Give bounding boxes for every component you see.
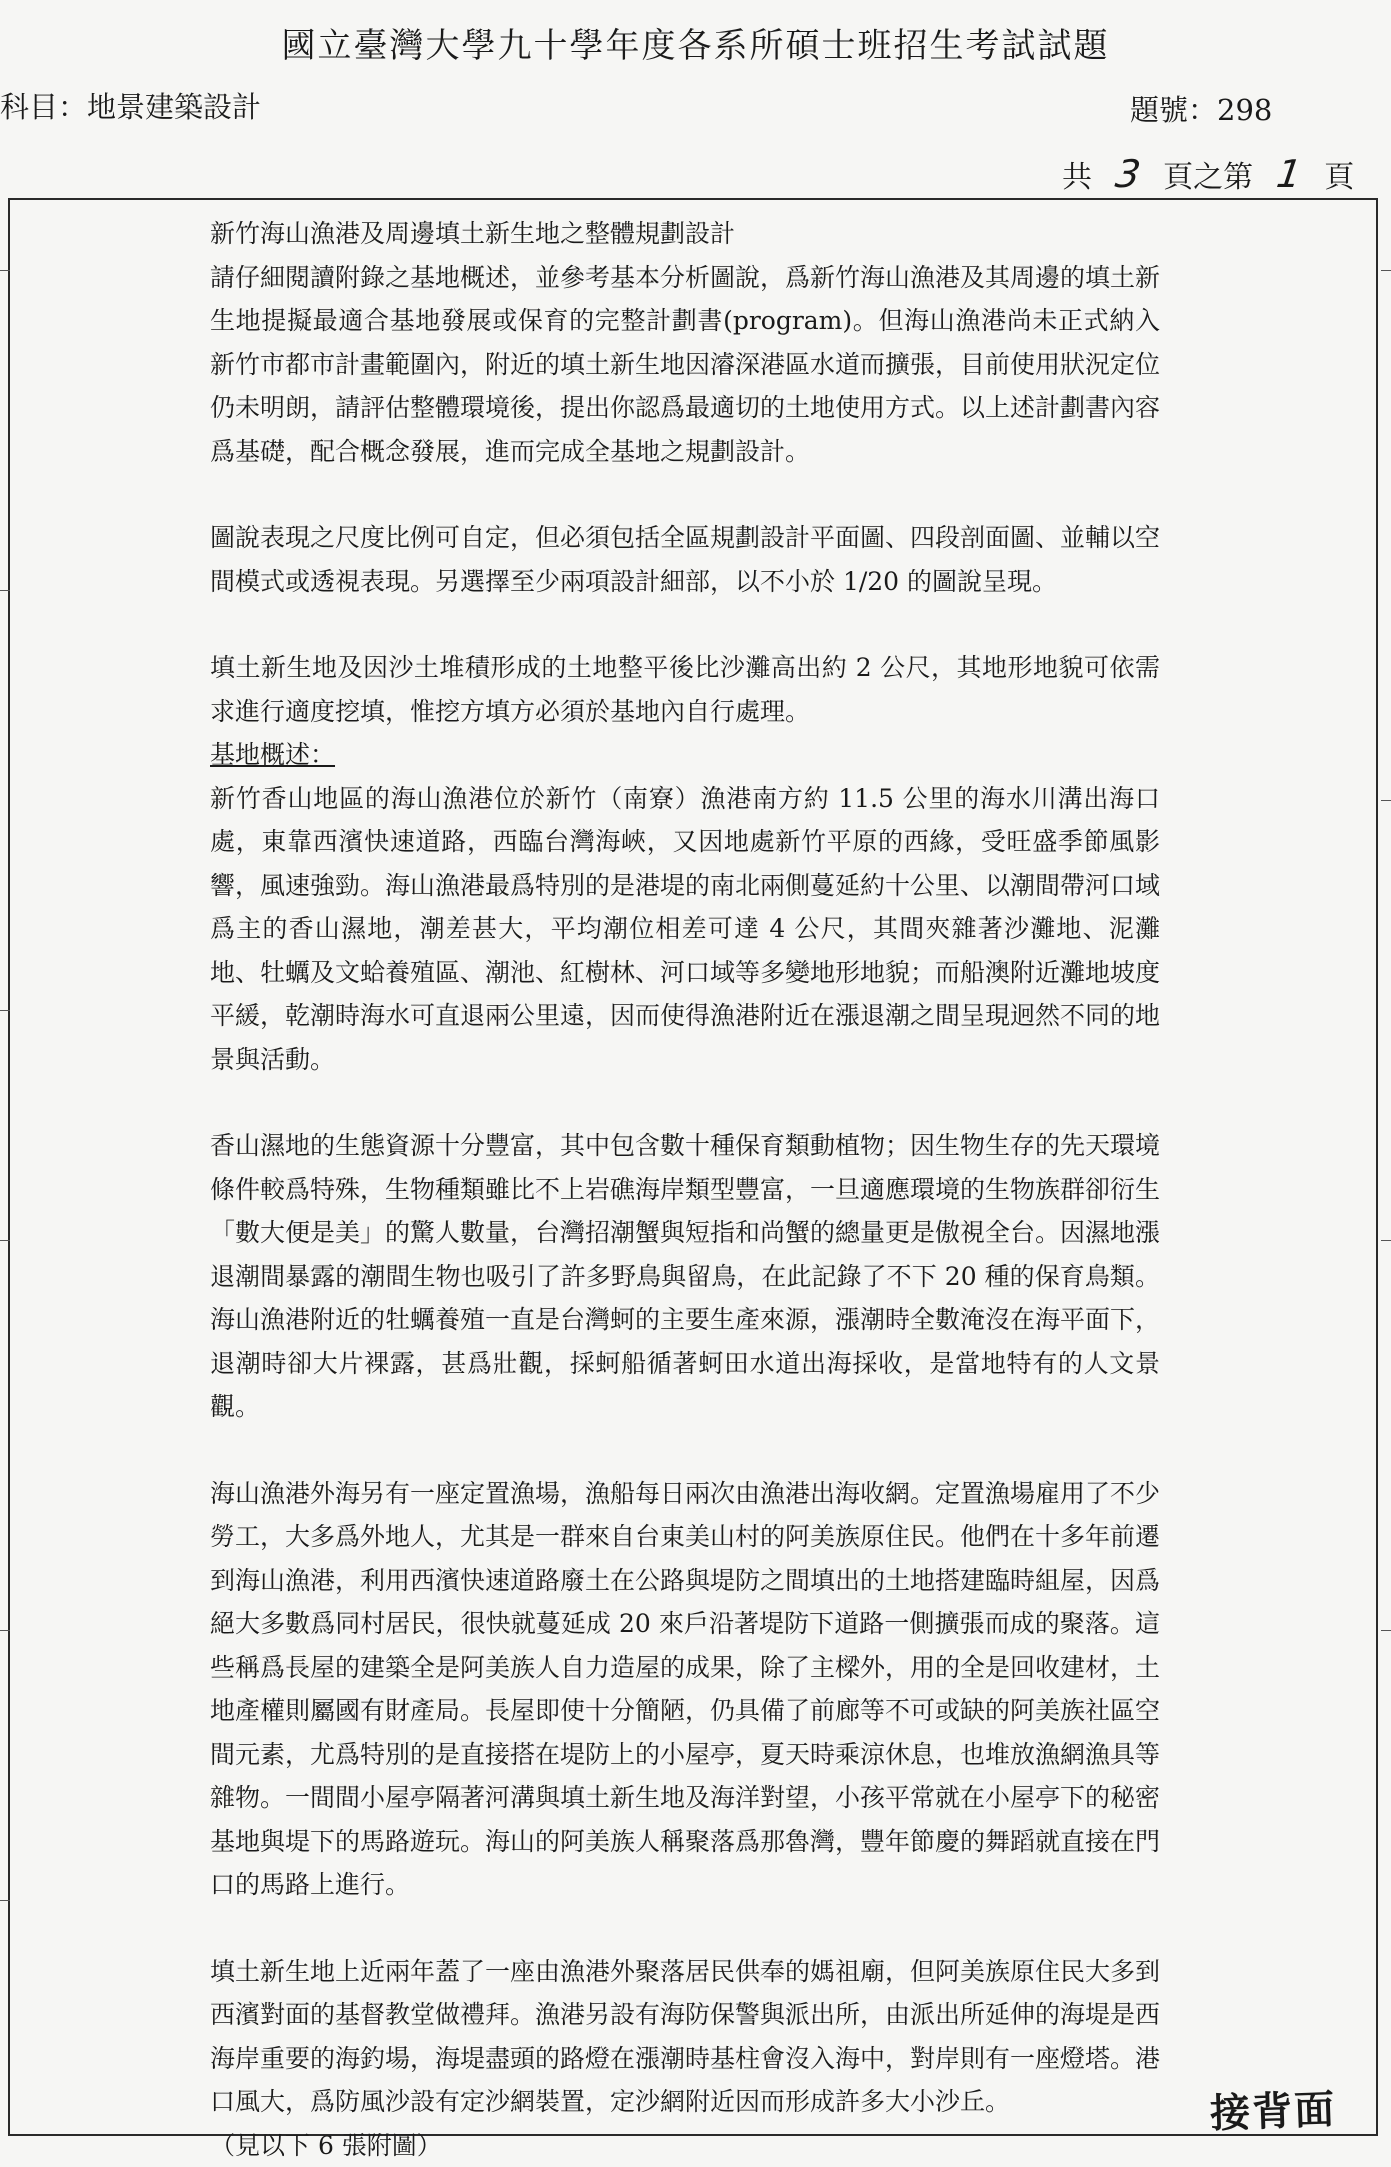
exam-title: 國立臺灣大學九十學年度各系所碩士班招生考試試題: [0, 18, 1391, 67]
paragraph-facilities: 填土新生地上近兩年蓋了一座由漁港外聚落居民供奉的媽祖廟，但阿美族原住民大多到西濱對面的基督教堂做禮拜。漁港另設有海防保警與派出所，由派出所延伸的海堤是西海岸重要的海釣場，海堤盡頭的路燈在漲潮時基柱會沒入海中，對岸則有一座燈塔。港口風大，爲防風沙設有定沙網裝置，定沙網附近因而形成許多大小沙丘。: [210, 1950, 1160, 2124]
paragraph-community: 海山漁港外海另有一座定置漁場，漁船每日兩次由漁港出海收網。定置漁場雇用了不少勞工，大多爲外地人，尤其是一群來自台東美山村的阿美族原住民。他們在十多年前遷到海山漁港，利用西濱快速道路廢土在公路與堤防之間填出的土地搭建臨時組屋，因爲絕大多數爲同村居民，很快就蔓延成 20 來戶沿著堤防下道路一側擴張而成的聚落。這些稱爲長屋的建築全是阿美族人自力造屋的成果，除了主樑外，用的全是回收建材，土地產權則屬國有財產局。長屋即使十分簡陋，仍具備了前廊等不可或缺的阿美族社區空間元素，尤爲特別的是直接搭在堤防上的小屋亭，夏天時乘涼休息，也堆放漁網漁具等雜物。一間間小屋亭隔著河溝與填土新生地及海洋對望，小孩平常就在小屋亭下的秘密基地與堤下的馬路遊玩。海山的阿美族人稱聚落爲那魯灣，豐年節慶的舞蹈就直接在門口的馬路上進行。: [210, 1472, 1160, 1907]
margin-tick: [0, 590, 10, 591]
subject-label: 科目：地景建築設計: [0, 85, 261, 126]
paragraph-instructions: 請仔細閱讀附錄之基地概述，並參考基本分析圖說，爲新竹海山漁港及其周邊的填土新生地提擬最適合基地發展或保育的完整計劃書(program)。但海山漁港尚未正式納入新竹市都市計畫範圍內，附近的填土新生地因濬深港區水道而擴張，目前使用狀況定位仍未明朗，請評估整體環境後，提出你認爲最適切的土地使用方式。以上述計劃書內容爲基礎，配合概念發展，進而完成全基地之規劃設計。: [210, 256, 1160, 474]
appendix-note: （見以下 6 張附圖）: [210, 2124, 1160, 2167]
margin-tick: [0, 270, 10, 271]
handwritten-continue-note: 接背面: [1209, 2078, 1337, 2139]
page-suffix: 頁: [1324, 160, 1354, 195]
margin-tick: [0, 1900, 10, 1901]
page-total: 3: [1098, 152, 1156, 196]
page-current: 1: [1260, 152, 1318, 196]
page-prefix: 共: [1062, 160, 1092, 195]
margin-tick: [1381, 1240, 1391, 1241]
margin-tick: [0, 1630, 10, 1631]
margin-tick: [0, 1010, 10, 1011]
paragraph-grading: 填土新生地及因沙土堆積形成的土地整平後比沙灘高出約 2 公尺，其地形地貌可依需求進行適度挖填，惟挖方填方必須於基地內自行處理。: [210, 646, 1160, 733]
question-body: [210, 212, 1160, 2167]
page-info: [1062, 152, 1354, 196]
paragraph-drawing-requirements: 圖說表現之尺度比例可自定，但必須包括全區規劃設計平面圖、四段剖面圖、並輔以空間模式或透視表現。另選擇至少兩項設計細部，以不小於 1/20 的圖說呈現。: [210, 516, 1160, 603]
margin-tick: [1381, 270, 1391, 271]
page-middle: 頁之第: [1163, 160, 1253, 195]
section-label-site-overview: 基地概述：: [210, 733, 1160, 777]
question-heading: 新竹海山漁港及周邊填土新生地之整體規劃設計: [210, 212, 1160, 256]
margin-tick: [0, 1240, 10, 1241]
paragraph-site-location: 新竹香山地區的海山漁港位於新竹（南寮）漁港南方約 11.5 公里的海水川溝出海口處，東靠西濱快速道路，西臨台灣海峽，又因地處新竹平原的西緣，受旺盛季節風影響，風速強勁。海山漁港最爲特別的是港堤的南北兩側蔓延約十公里、以潮間帶河口域爲主的香山濕地，潮差甚大，平均潮位相差可達 4 公尺，其間夾雜著沙灘地、泥灘地、牡蠣及文蛤養殖區、潮池、紅樹林、河口域等多變地形地貌；而船澳附近灘地坡度平緩，乾潮時海水可直退兩公里遠，因而使得漁港附近在漲退潮之間呈現迥然不同的地景與活動。: [210, 777, 1160, 1082]
paragraph-ecology: 香山濕地的生態資源十分豐富，其中包含數十種保育類動植物；因生物生存的先天環境條件較爲特殊，生物種類雖比不上岩礁海岸類型豐富，一旦適應環境的生物族群卻衍生「數大便是美」的驚人數量，台灣招潮蟹與短指和尚蟹的總量更是傲視全台。因濕地漲退潮間暴露的潮間生物也吸引了許多野鳥與留鳥，在此記錄了不下 20 種的保育鳥類。海山漁港附近的牡蠣養殖一直是台灣蚵的主要生產來源，漲潮時全數淹沒在海平面下，退潮時卻大片裸露，甚爲壯觀，採蚵船循著蚵田水道出海採收，是當地特有的人文景觀。: [210, 1124, 1160, 1429]
question-number: 題號：298: [1130, 88, 1272, 129]
margin-tick: [1381, 1630, 1391, 1631]
margin-tick: [1381, 800, 1391, 801]
